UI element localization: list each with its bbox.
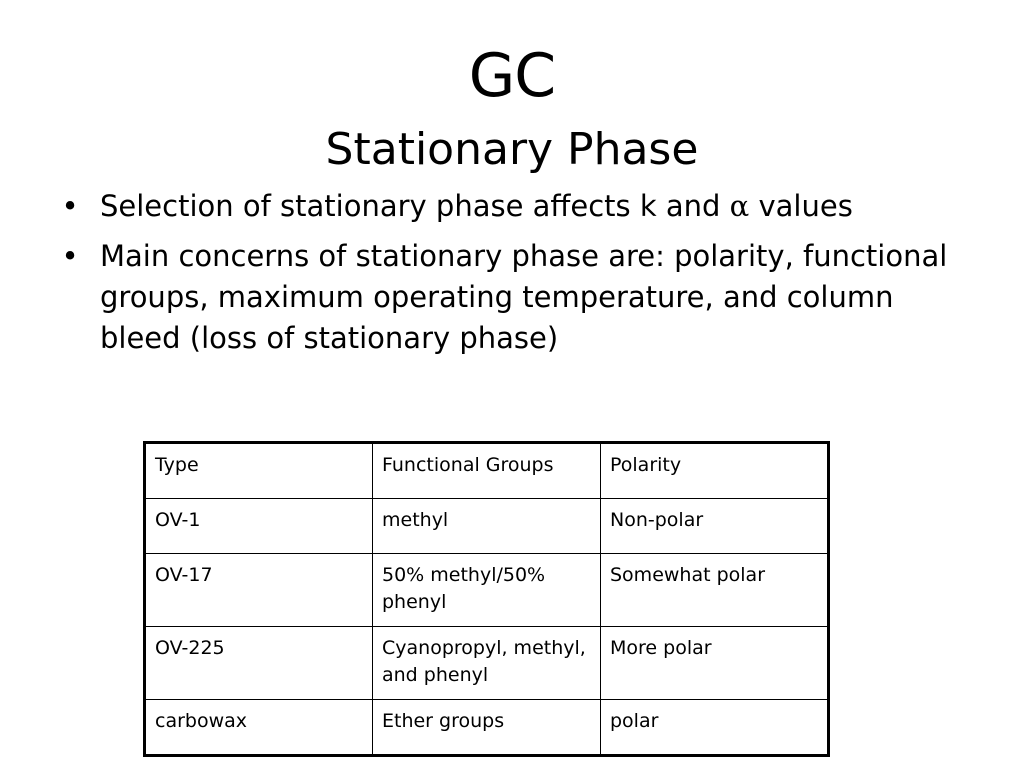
table-row <box>145 499 829 554</box>
table-row <box>145 700 829 756</box>
table-header-row <box>145 443 829 499</box>
bullet-text: Main concerns of stationary phase are: polarity, functional groups, maximum operating temperature, and column bleed (loss of stationary phase) <box>100 239 948 355</box>
header-cell-type: Type <box>145 443 373 499</box>
bullet-text-part: Selection of stationary phase affects k and <box>100 189 730 223</box>
table-cell: OV-1 <box>145 499 373 554</box>
bullet-text-part: values <box>749 189 853 223</box>
bullet-dot-icon: • <box>61 239 79 273</box>
table-cell: Cyanopropyl, methyl, and phenyl <box>373 627 601 700</box>
bullet-list <box>60 186 980 368</box>
table-cell: carbowax <box>145 700 373 756</box>
table-cell: OV-225 <box>145 627 373 700</box>
table-cell: methyl <box>373 499 601 554</box>
bullet-item <box>60 236 980 359</box>
stationary-phase-table <box>143 441 830 757</box>
table-cell: Ether groups <box>373 700 601 756</box>
bullet-dot-icon: • <box>61 189 79 223</box>
table-cell: Non-polar <box>601 499 829 554</box>
alpha-symbol: α <box>729 189 750 223</box>
table-cell: Somewhat polar <box>601 554 829 627</box>
header-cell-functional-groups: Functional Groups <box>373 443 601 499</box>
table-row <box>145 554 829 627</box>
table-cell: polar <box>601 700 829 756</box>
bullet-item <box>60 186 980 227</box>
slide-title: GC <box>468 41 556 111</box>
table-row <box>145 627 829 700</box>
table-cell: 50% methyl/50% phenyl <box>373 554 601 627</box>
table-cell: More polar <box>601 627 829 700</box>
slide-subtitle: Stationary Phase <box>325 124 699 175</box>
stationary-phase-table-container <box>143 441 830 757</box>
header-cell-polarity: Polarity <box>601 443 829 499</box>
table-cell: OV-17 <box>145 554 373 627</box>
